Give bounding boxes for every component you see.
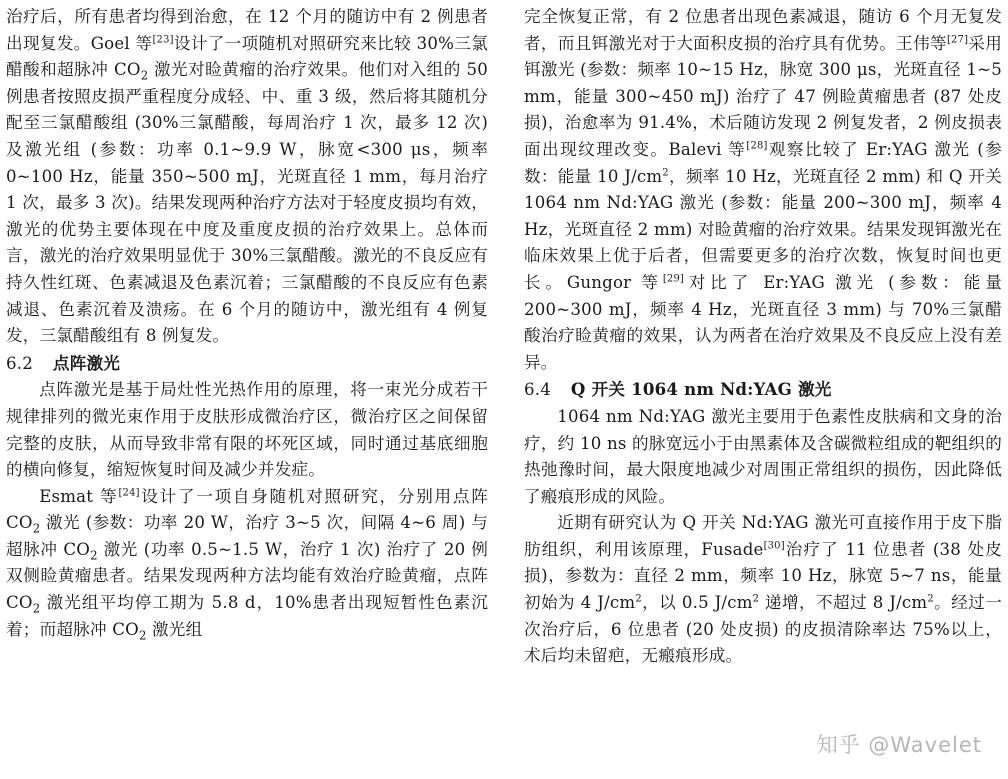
paragraph: Esmat 等[24]设计了一项自身随机对照研究，分别用点阵 $CO_2$ 激光 (参数：功率 20 W，治疗 3~5 次，间隔 4~6 周) 与超脉冲 $CO_2$ 激光 (功率 0.5~1.5 W，治疗 1 次) 治疗了 20 例双侧睑黄瘤患者。结果发现两种方法均能有效治疗睑黄瘤，点阵 $CO_2$ 激光组平均停工期为 5.8 d，10%患者出现短暂性色素沉着；而超脉冲 $CO_2$ 激光组 <box>6 486 488 642</box>
section-number: 6.4 <box>524 380 551 400</box>
section-number: 6.2 <box>6 353 33 373</box>
superscript: 2 <box>927 593 934 605</box>
paragraph: 治疗后，所有患者均得到治愈，在 12 个月的随访中有 2 例患者出现复发。Goel 等[23]设计了一项随机对照研究来比较 30%三氯醋酸和超脉冲 $CO_2$ 激光对睑黄瘤的治疗效果。他们对入组的 50 例患者按照皮损严重程度分成轻、中、重 3 级，然后将其随机分配至三氯醋酸组 (30%三氯醋酸，每周治疗 1 次，最多 12 次) 及激光组 (参数：功率 0.1~9.9 W，脉宽<300 μs，频率 0~100 Hz，能量 350~500 mJ，光斑直径 1 mm，每月治疗 1 次，最多 3 次)。结果发现两种治疗方法对于轻度皮损均有效，激光的优势主要体现在中度及重度皮损的治疗效果上。总体而言，激光的治疗效果明显优于 30%三氯醋酸。激光的不良反应有持久性红斑、色素减退及色素沉着；三氯醋酸的不良反应有色素减退、色素沉着及溃疡。在 6 个月的随访中，激光组有 4 例复发，三氯醋酸组有 8 例复发。 <box>6 7 488 346</box>
subscript: 2 <box>138 627 147 642</box>
superscript: 2 <box>635 593 642 605</box>
left-column <box>6 4 488 779</box>
superscript: 2 <box>752 593 760 605</box>
paragraph: 近期有研究认为 Q 开关 Nd:YAG 激光可直接作用于皮下脂肪组织，利用该原理，Fusade[30]治疗了 11 位患者 (38 处皮损)，参数为：直径 2 mm，频率 10 Hz，脉宽 5~7 ns，能量初始为 4 $J/cm^2$，以 0.5 $J/cm^2$ 递增，不超过 8 $J/cm^2$。经过一次治疗后，6 位患者 (20 处皮损) 的皮损清除率达 75%以上，术后均未留疤，无瘢痕形成。 <box>524 513 1002 666</box>
citation: [24] <box>118 487 140 499</box>
citation: [23] <box>152 34 174 46</box>
subscript: 2 <box>32 521 41 536</box>
section-heading-6-2 <box>6 350 488 378</box>
paragraph: 点阵激光是基于局灶性光热作用的原理，将一束光分成若干规律排列的微光束作用于皮肤形成微治疗区，微治疗区之间保留完整的皮肤，从而导致非常有限的坏死区域，同时通过基底细胞的横向修复，缩短恢复时间及减少并发症。 <box>6 380 488 480</box>
subscript: 2 <box>140 68 149 83</box>
citation: [29] <box>662 273 685 285</box>
paragraph: 完全恢复正常，有 2 位患者出现色素减退，随访 6 个月无复发者，而且铒激光对于大面积皮损的治疗具有优势。王伟等[27]采用铒激光 (参数：频率 10~15 Hz，脉宽 300 μs，光斑直径 1~5 mm，能量 300~450 mJ) 治疗了 47 例睑黄瘤患者 (87 处皮损)，治愈率为 91.4%，术后随访发现 2 例复发者，2 例皮损表面出现纹理改变。Balevi 等[28]观察比较了 Er:YAG 激光 (参数：能量 10 $J/cm^2$，频率 10 Hz，光斑直径 2 mm) 和 Q 开关 1064 nm Nd:YAG 激光 (参数：能量 200~300 mJ，频率 4 Hz，光斑直径 2 mm) 对睑黄瘤的治疗效果。结果发现铒激光在临床效果上优于后者，但需要更多的治疗次数，恢复时间也更长。Gungor 等[29]对比了 Er:YAG 激光 (参数：能量 200~300 mJ，频率 4 Hz，光斑直径 3 mm) 与 70%三氯醋酸治疗睑黄瘤的效果，认为两者在治疗效果及不良反应上没有差异。 <box>524 7 1003 372</box>
section-title: 点阵激光 <box>52 352 121 373</box>
citation: [30] <box>763 540 785 552</box>
citation: [28] <box>746 140 768 152</box>
paragraph: 1064 nm Nd:YAG 激光主要用于色素性皮肤病和文身的治疗，约 10 ns 的脉宽远小于由黑素体及含碳微粒组成的靶组织的热弛豫时间，最大限度地减少对周围正常组织的损伤，因此降低了瘢痕形成的风险。 <box>524 406 1002 506</box>
subscript: 2 <box>90 548 98 563</box>
citation: [27] <box>946 34 969 46</box>
right-column <box>524 4 1002 779</box>
superscript: 2 <box>662 167 669 179</box>
subscript: 2 <box>32 601 41 616</box>
section-heading-6-4 <box>524 376 1002 404</box>
section-title: Q 开关 1064 nm Nd:YAG 激光 <box>570 379 832 400</box>
watermark: 知乎 @Wavelet <box>816 733 982 757</box>
